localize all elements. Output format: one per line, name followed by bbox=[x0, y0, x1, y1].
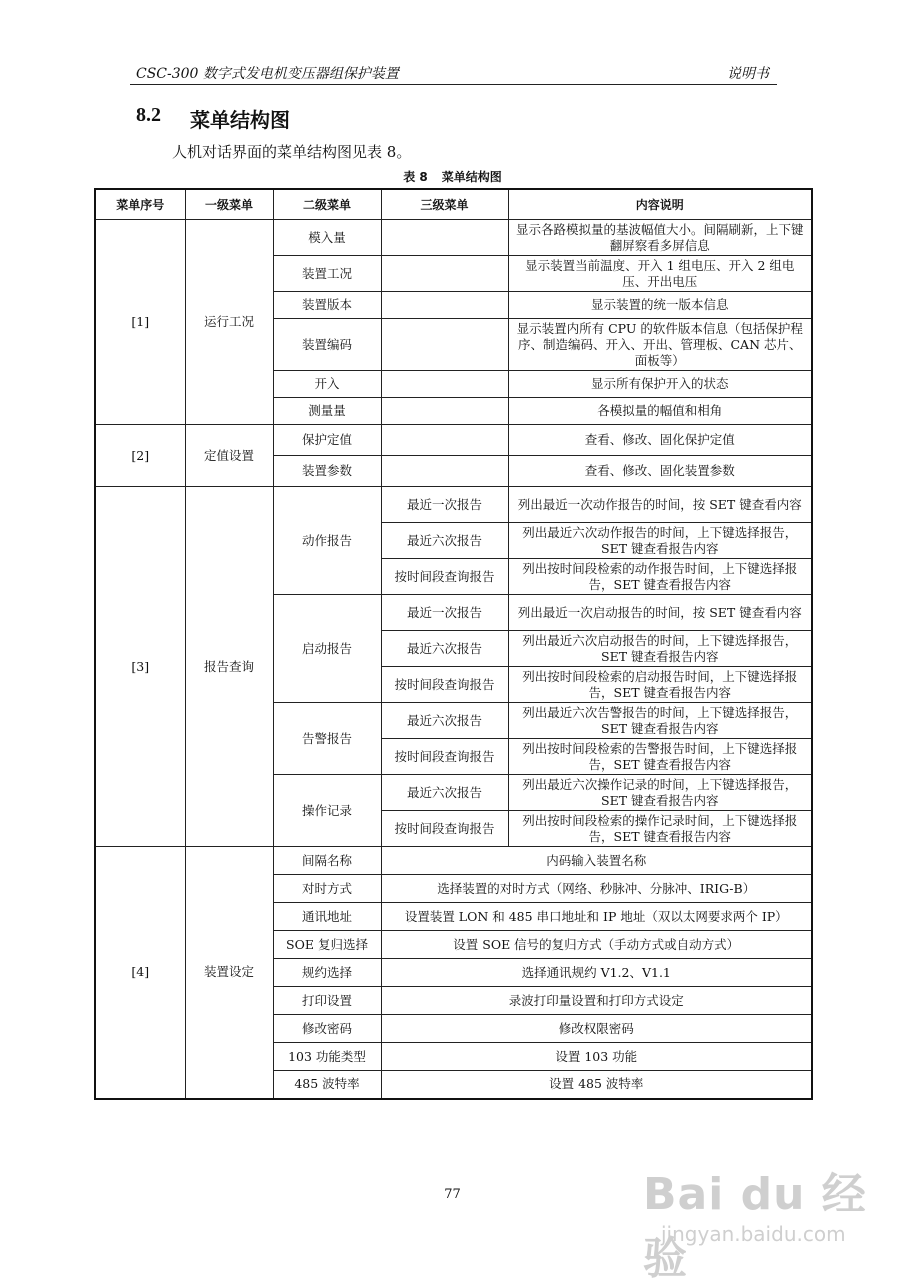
content-description: 显示各路模拟量的基波幅值大小。间隔刷新，上下键翻屏察看多屏信息 bbox=[508, 220, 812, 256]
section-title: 菜单结构图 bbox=[190, 108, 290, 132]
table-caption-title: 菜单结构图 bbox=[441, 170, 502, 184]
watermark-url: jingyan.baidu.com bbox=[661, 1222, 846, 1246]
content-description: 列出最近一次启动报告的时间，按 SET 键查看内容 bbox=[508, 595, 812, 631]
table-caption-label: 表 8 bbox=[403, 170, 428, 184]
menu-structure-table bbox=[94, 188, 813, 1100]
table-row bbox=[95, 425, 812, 456]
content-description: 设置 485 波特率 bbox=[381, 1071, 812, 1099]
second-level-menu: 开入 bbox=[273, 371, 381, 398]
second-level-menu: 测量量 bbox=[273, 398, 381, 425]
third-level-menu: 最近一次报告 bbox=[381, 595, 508, 631]
third-level-menu bbox=[381, 292, 508, 319]
menu-number: [3] bbox=[95, 487, 185, 847]
content-description: 设置 103 功能 bbox=[381, 1043, 812, 1071]
content-description: 设置 SOE 信号的复归方式（手动方式或自动方式） bbox=[381, 931, 812, 959]
content-description: 选择装置的对时方式（网络、秒脉冲、分脉冲、IRIG-B） bbox=[381, 875, 812, 903]
table-caption bbox=[0, 168, 905, 185]
menu-number: [1] bbox=[95, 220, 185, 425]
col-header: 菜单序号 bbox=[95, 189, 185, 220]
content-description: 列出最近六次告警报告的时间，上下键选择报告，SET 键查看报告内容 bbox=[508, 703, 812, 739]
third-level-menu bbox=[381, 220, 508, 256]
content-description: 查看、修改、固化保护定值 bbox=[508, 425, 812, 456]
second-level-menu: 启动报告 bbox=[273, 595, 381, 703]
third-level-menu: 最近六次报告 bbox=[381, 775, 508, 811]
third-level-menu bbox=[381, 256, 508, 292]
second-level-menu: 对时方式 bbox=[273, 875, 381, 903]
content-description: 选择通讯规约 V1.2、V1.1 bbox=[381, 959, 812, 987]
second-level-menu: SOE 复归选择 bbox=[273, 931, 381, 959]
content-description: 列出按时间段检索的启动报告时间，上下键选择报告，SET 键查看报告内容 bbox=[508, 667, 812, 703]
table-row bbox=[95, 847, 812, 875]
content-description: 列出按时间段检索的动作报告时间，上下键选择报告，SET 键查看报告内容 bbox=[508, 559, 812, 595]
third-level-menu bbox=[381, 371, 508, 398]
third-level-menu bbox=[381, 398, 508, 425]
content-description: 修改权限密码 bbox=[381, 1015, 812, 1043]
second-level-menu: 装置编码 bbox=[273, 319, 381, 371]
first-level-menu: 运行工况 bbox=[185, 220, 273, 425]
content-description: 显示装置内所有 CPU 的软件版本信息（包括保护程序、制造编码、开入、开出、管理板、CAN 芯片、面板等） bbox=[508, 319, 812, 371]
col-header: 二级菜单 bbox=[273, 189, 381, 220]
third-level-menu: 按时间段查询报告 bbox=[381, 667, 508, 703]
content-description: 各模拟量的幅值和相角 bbox=[508, 398, 812, 425]
section-number: 8.2 bbox=[136, 104, 161, 126]
header-divider bbox=[130, 84, 777, 85]
second-level-menu: 模入量 bbox=[273, 220, 381, 256]
second-level-menu: 间隔名称 bbox=[273, 847, 381, 875]
content-description: 列出最近六次启动报告的时间，上下键选择报告，SET 键查看报告内容 bbox=[508, 631, 812, 667]
content-description: 列出最近六次动作报告的时间，上下键选择报告，SET 键查看报告内容 bbox=[508, 523, 812, 559]
second-level-menu: 485 波特率 bbox=[273, 1071, 381, 1099]
page-number: 77 bbox=[444, 1187, 461, 1202]
menu-number: [4] bbox=[95, 847, 185, 1099]
second-level-menu: 修改密码 bbox=[273, 1015, 381, 1043]
content-description: 列出按时间段检索的告警报告时间，上下键选择报告，SET 键查看报告内容 bbox=[508, 739, 812, 775]
content-description: 列出最近六次操作记录的时间，上下键选择报告，SET 键查看报告内容 bbox=[508, 775, 812, 811]
content-description: 录波打印量设置和打印方式设定 bbox=[381, 987, 812, 1015]
second-level-menu: 动作报告 bbox=[273, 487, 381, 595]
second-level-menu: 装置版本 bbox=[273, 292, 381, 319]
second-level-menu: 103 功能类型 bbox=[273, 1043, 381, 1071]
col-header: 内容说明 bbox=[508, 189, 812, 220]
content-description: 显示装置的统一版本信息 bbox=[508, 292, 812, 319]
second-level-menu: 装置参数 bbox=[273, 456, 381, 487]
second-level-menu: 告警报告 bbox=[273, 703, 381, 775]
running-header-doc-type: 说明书 bbox=[727, 66, 769, 82]
third-level-menu bbox=[381, 425, 508, 456]
col-header: 一级菜单 bbox=[185, 189, 273, 220]
second-level-menu: 打印设置 bbox=[273, 987, 381, 1015]
second-level-menu: 保护定值 bbox=[273, 425, 381, 456]
first-level-menu: 报告查询 bbox=[185, 487, 273, 847]
content-description: 内码输入装置名称 bbox=[381, 847, 812, 875]
second-level-menu: 装置工况 bbox=[273, 256, 381, 292]
table-header-row bbox=[95, 189, 812, 220]
table-row bbox=[95, 220, 812, 256]
third-level-menu: 最近六次报告 bbox=[381, 703, 508, 739]
content-description: 列出按时间段检索的操作记录时间，上下键选择报告，SET 键查看报告内容 bbox=[508, 811, 812, 847]
first-level-menu: 装置设定 bbox=[185, 847, 273, 1099]
menu-number: [2] bbox=[95, 425, 185, 487]
content-description: 设置装置 LON 和 485 串口地址和 IP 地址（双以太网要求两个 IP） bbox=[381, 903, 812, 931]
third-level-menu: 按时间段查询报告 bbox=[381, 739, 508, 775]
second-level-menu: 通讯地址 bbox=[273, 903, 381, 931]
content-description: 显示装置当前温度、开入 1 组电压、开入 2 组电压、开出电压 bbox=[508, 256, 812, 292]
table-row bbox=[95, 487, 812, 523]
second-level-menu: 操作记录 bbox=[273, 775, 381, 847]
content-description: 显示所有保护开入的状态 bbox=[508, 371, 812, 398]
third-level-menu: 按时间段查询报告 bbox=[381, 559, 508, 595]
col-header: 三级菜单 bbox=[381, 189, 508, 220]
second-level-menu: 规约选择 bbox=[273, 959, 381, 987]
content-description: 列出最近一次动作报告的时间，按 SET 键查看内容 bbox=[508, 487, 812, 523]
running-header-title: CSC-300 数字式发电机变压器组保护装置 bbox=[136, 66, 399, 82]
watermark-logo: Bai du 经验 bbox=[643, 1169, 867, 1284]
first-level-menu: 定值设置 bbox=[185, 425, 273, 487]
third-level-menu: 最近一次报告 bbox=[381, 487, 508, 523]
third-level-menu bbox=[381, 456, 508, 487]
section-intro: 人机对话界面的菜单结构图见表 8。 bbox=[172, 143, 412, 161]
content-description: 查看、修改、固化装置参数 bbox=[508, 456, 812, 487]
third-level-menu: 按时间段查询报告 bbox=[381, 811, 508, 847]
baidu-jingyan-watermark bbox=[643, 1150, 883, 1284]
third-level-menu: 最近六次报告 bbox=[381, 631, 508, 667]
third-level-menu bbox=[381, 319, 508, 371]
third-level-menu: 最近六次报告 bbox=[381, 523, 508, 559]
